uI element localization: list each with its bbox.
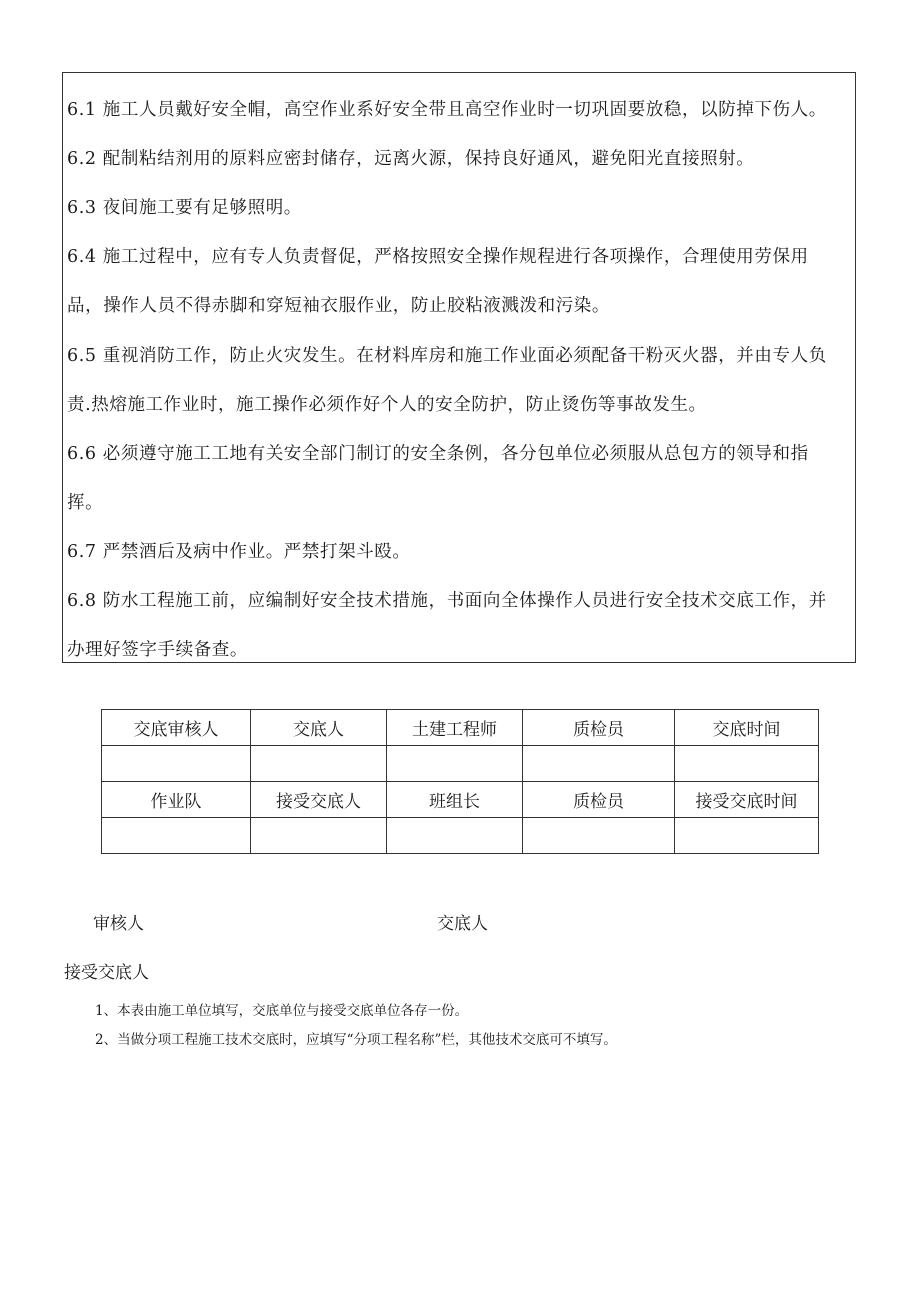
clause-6-5: 6.5 重视消防工作，防止火灾发生。在材料库房和施工作业面必须配备干粉灭火器，并由专人负 <box>67 346 827 366</box>
signature-cell[interactable] <box>387 746 523 782</box>
header-quality-inspector: 质检员 <box>523 710 675 746</box>
signature-cell[interactable] <box>387 818 523 854</box>
signature-cell[interactable] <box>523 746 675 782</box>
clause-6-2: 6.2 配制粘结剂用的原料应密封储存，远离火源，保持良好通风，避免阳光直接照射。 <box>67 149 755 169</box>
signature-table <box>101 709 819 854</box>
signature-cell[interactable] <box>102 746 251 782</box>
note-2: 2、当做分项工程施工技术交底时，应填写“分项工程名称”栏，其他技术交底可不填写。 <box>95 1032 617 1048</box>
header-discloser: 交底人 <box>251 710 387 746</box>
header-work-team: 作业队 <box>102 782 251 818</box>
signature-cell[interactable] <box>675 746 819 782</box>
signature-cell[interactable] <box>675 818 819 854</box>
clause-6-7: 6.7 严禁酒后及病中作业。严禁打架斗殴。 <box>67 542 411 562</box>
clause-6-6-cont: 挥。 <box>67 493 104 513</box>
table-row <box>102 746 819 782</box>
signature-cell[interactable] <box>523 818 675 854</box>
header-receiver: 接受交底人 <box>251 782 387 818</box>
clause-6-4: 6.4 施工过程中，应有专人负责督促，严格按照安全操作规程进行各项操作，合理使用劳保用 <box>67 247 809 267</box>
clause-6-6: 6.6 必须遵守施工工地有关安全部门制订的安全条例，各分包单位必须服从总包方的领导和指 <box>67 444 809 464</box>
header-team-leader: 班组长 <box>387 782 523 818</box>
discloser-signature-label: 交底人 <box>437 914 488 934</box>
header-civil-engineer: 土建工程师 <box>387 710 523 746</box>
clause-6-8: 6.8 防水工程施工前，应编制好安全技术措施，书面向全体操作人员进行安全技术交底工作，并 <box>67 591 827 611</box>
receiver-signature-label: 接受交底人 <box>64 963 149 983</box>
clause-6-3: 6.3 夜间施工要有足够照明。 <box>67 198 302 218</box>
table-row <box>102 710 819 746</box>
signature-cell[interactable] <box>251 818 387 854</box>
header-review-person: 交底审核人 <box>102 710 251 746</box>
signature-cell[interactable] <box>102 818 251 854</box>
reviewer-signature-label: 审核人 <box>93 914 144 934</box>
header-disclosure-time: 交底时间 <box>675 710 819 746</box>
table-row <box>102 818 819 854</box>
header-quality-inspector-2: 质检员 <box>523 782 675 818</box>
note-1: 1、本表由施工单位填写，交底单位与接受交底单位各存一份。 <box>95 1003 469 1019</box>
header-receive-time: 接受交底时间 <box>675 782 819 818</box>
clause-6-1: 6.1 施工人员戴好安全帽，高空作业系好安全带且高空作业时一切巩固要放稳，以防掉下伤人。 <box>67 100 827 120</box>
clause-6-8-cont: 办理好签字手续备查。 <box>67 640 248 660</box>
signature-cell[interactable] <box>251 746 387 782</box>
table-row <box>102 782 819 818</box>
clause-6-5-cont: 责.热熔施工作业时，施工操作必须作好个人的安全防护，防止烫伤等事故发生。 <box>67 395 707 415</box>
safety-clauses-box <box>62 72 856 663</box>
clause-6-4-cont: 品，操作人员不得赤脚和穿短袖衣服作业，防止胶粘液溅泼和污染。 <box>67 296 610 316</box>
